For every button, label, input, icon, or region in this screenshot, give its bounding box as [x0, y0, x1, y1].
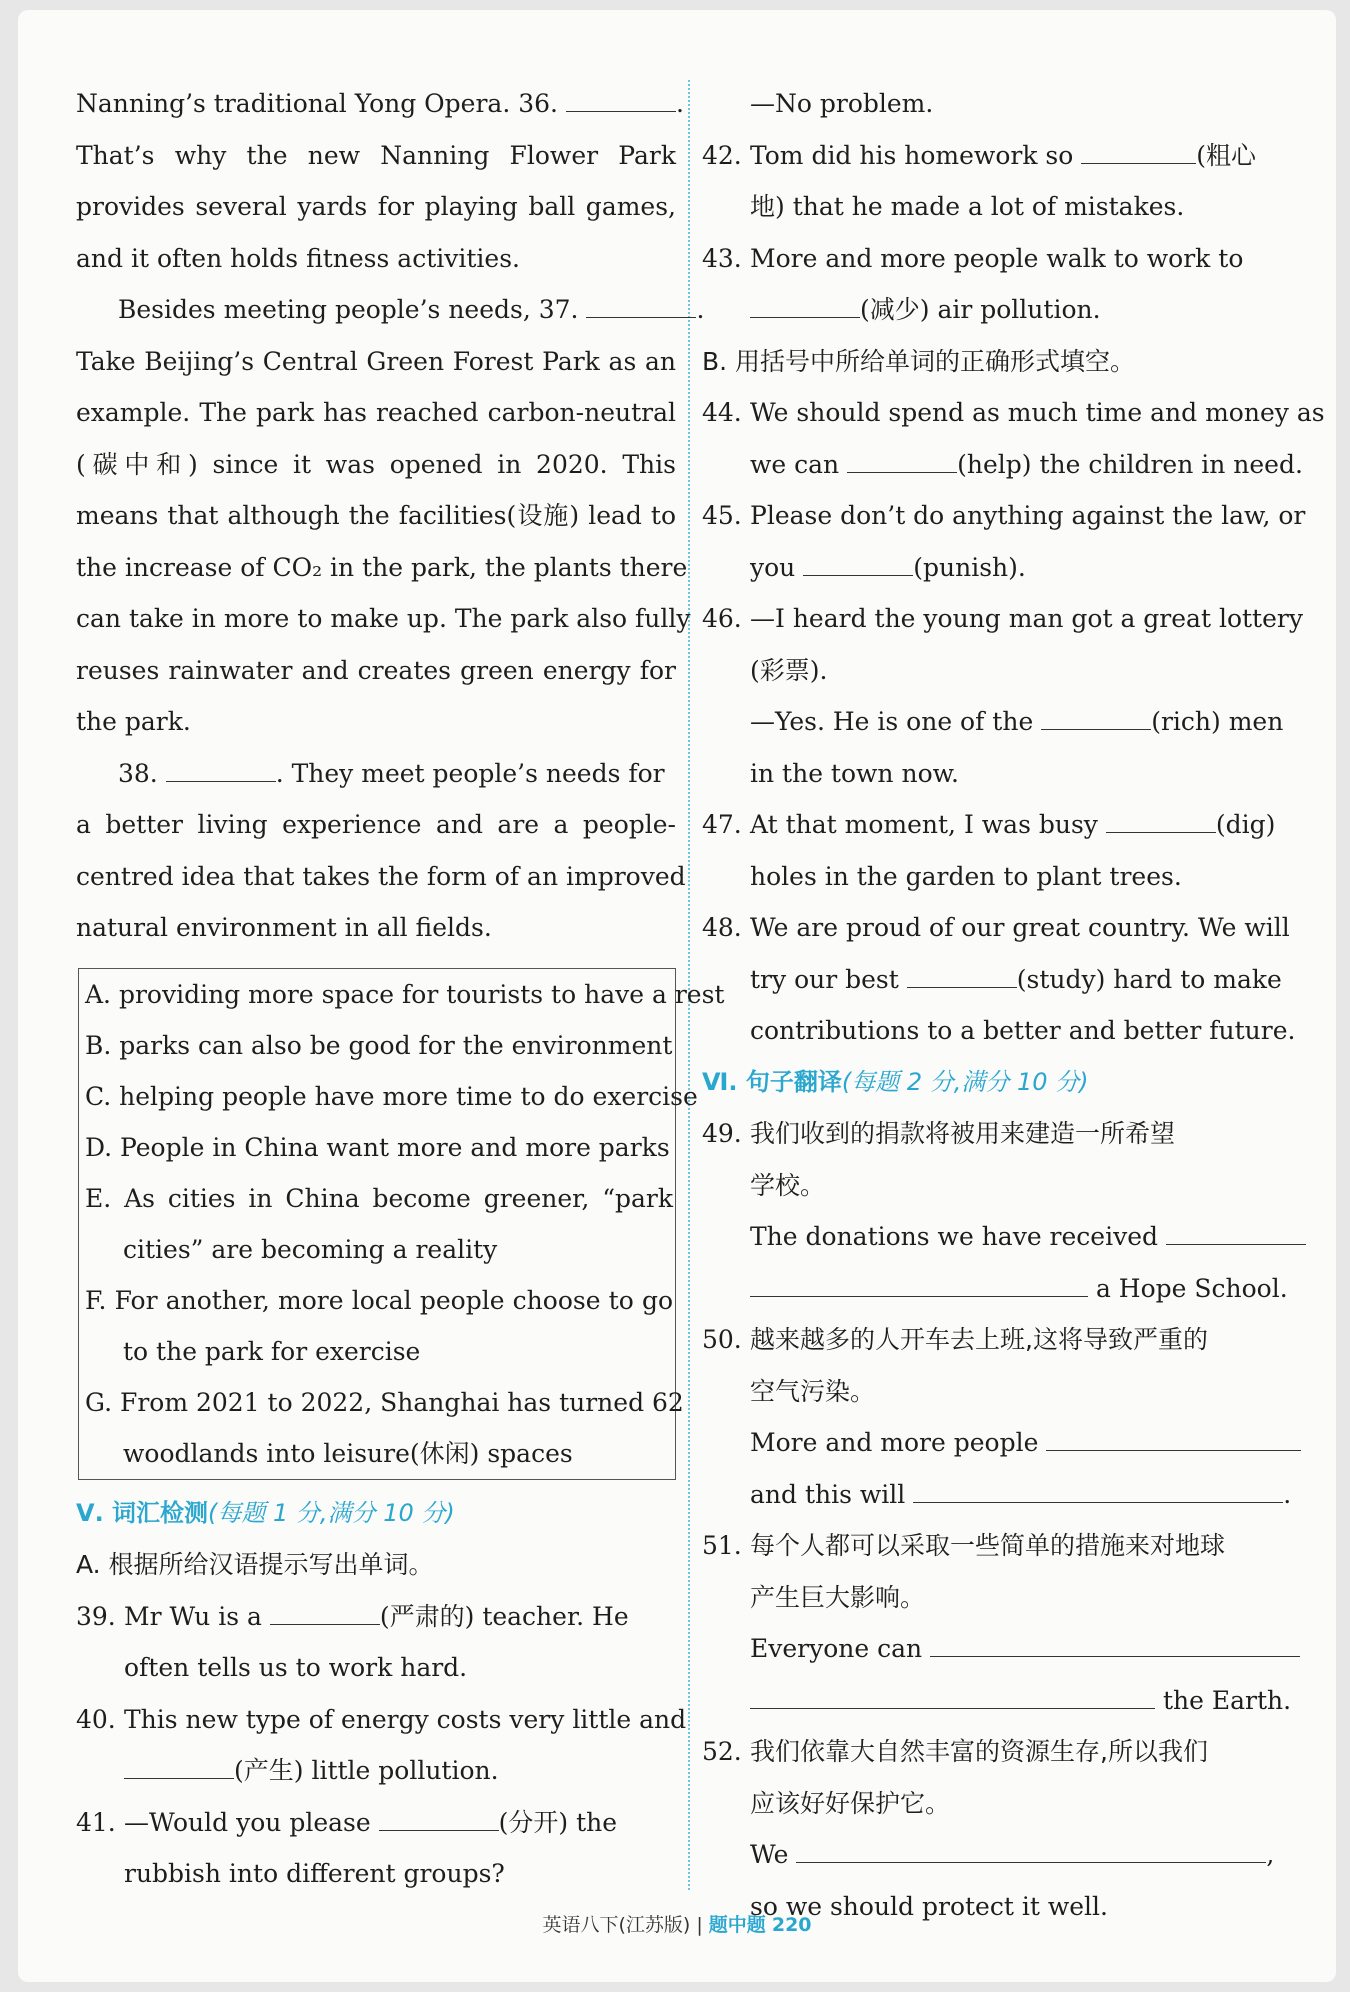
footer-separator: |	[696, 1914, 703, 1936]
question-41-cont: rubbish into different groups?	[124, 1859, 505, 1888]
question-50-answer: More and more people	[702, 1417, 1302, 1469]
passage-line: means that although the facilities(设施) lead to	[76, 501, 676, 530]
page-footer	[18, 1910, 1336, 1937]
passage-line: Besides meeting people’s needs, 37. .	[76, 284, 676, 336]
answer-blank-42[interactable]	[1081, 138, 1196, 164]
question-49: 49. 我们收到的捐款将被用来建造一所希望	[702, 1119, 1176, 1148]
question-43: 43. More and more people walk to work to	[702, 243, 1244, 273]
worksheet-page	[18, 10, 1336, 1982]
passage-line: 38. . They meet people’s needs for	[76, 748, 676, 800]
question-51: 51. 每个人都可以采取一些简单的措施来对地球	[702, 1531, 1226, 1560]
answer-blank-44[interactable]	[847, 447, 957, 473]
passage-line: and it often holds fitness activities.	[76, 243, 520, 273]
question-46: 46. —I heard the young man got a great lottery	[702, 604, 1303, 633]
section-5a-instruction: A. 根据所给汉语提示写出单词。	[76, 1550, 434, 1579]
question-49-answer-cont: a Hope School.	[702, 1263, 1302, 1315]
question-50-cont: 空气污染。	[750, 1376, 876, 1406]
passage-line: a better living experience and are a people-	[76, 810, 676, 839]
question-44: 44. We should spend as much time and money as	[702, 398, 1325, 427]
option-b: B. parks can also be good for the environment	[85, 1030, 673, 1060]
question-40-cont: (产生) little pollution.	[76, 1745, 676, 1797]
question-42-cont: 地) that he made a lot of mistakes.	[750, 192, 1185, 221]
option-c: C. helping people have more time to do exercise	[85, 1081, 698, 1111]
answer-blank-46[interactable]	[1041, 704, 1151, 730]
section-b-instruction: B. 用括号中所给单词的正确形式填空。	[702, 346, 1136, 376]
question-52-cont: 应该好好保护它。	[750, 1788, 951, 1818]
option-e-cont: cities” are becoming a reality	[123, 1234, 498, 1264]
dialogue-line: —No problem.	[750, 89, 934, 118]
answer-blank-43[interactable]	[750, 292, 860, 318]
question-47-cont: holes in the garden to plant trees.	[750, 861, 1182, 891]
answer-blank-39[interactable]	[270, 1599, 380, 1625]
question-41: 41. —Would you please (分开) the	[76, 1797, 676, 1849]
option-a: A. providing more space for tourists to have a rest	[85, 979, 725, 1009]
answer-blank-45[interactable]	[803, 550, 913, 576]
question-40: 40. This new type of energy costs very little and	[76, 1704, 687, 1734]
answer-line-52[interactable]	[796, 1837, 1266, 1863]
page-number: 220	[771, 1914, 812, 1936]
option-g: G. From 2021 to 2022, Shanghai has turned 62	[85, 1387, 684, 1417]
left-column	[76, 78, 725, 1900]
answer-line-50b[interactable]	[913, 1477, 1283, 1503]
passage-line: provides several yards for playing ball games,	[76, 192, 676, 221]
passage-line: Nanning’s traditional Yong Opera. 36. .	[76, 78, 676, 130]
passage-line: can take in more to make up. The park also fully	[76, 604, 691, 633]
answer-line-50a[interactable]	[1046, 1425, 1301, 1451]
option-g-cont: woodlands into leisure(休闲) spaces	[123, 1438, 573, 1468]
passage-line: centred idea that takes the form of an improved	[76, 861, 686, 891]
question-48-cont: try our best (study) hard to make	[702, 954, 1302, 1006]
question-46-cont: (彩票).	[750, 655, 828, 685]
question-49-cont: 学校。	[750, 1170, 826, 1200]
question-50-answer-cont: and this will .	[702, 1469, 1302, 1521]
option-e: E. As cities in China become greener, “park	[85, 1183, 673, 1213]
question-45-cont: you (punish).	[702, 542, 1302, 594]
question-51-answer: Everyone can	[702, 1623, 1302, 1675]
question-44-cont: we can (help) the children in need.	[702, 439, 1302, 491]
option-f: F. For another, more local people choose to go	[85, 1285, 673, 1315]
answer-line-49a[interactable]	[1166, 1219, 1306, 1245]
question-46-reply: —Yes. He is one of the (rich) men	[702, 696, 1302, 748]
options-box	[78, 968, 725, 1480]
series-label: 题中题	[708, 1914, 766, 1936]
answer-line-51a[interactable]	[930, 1631, 1300, 1657]
passage-line: the park.	[76, 707, 191, 736]
right-column	[702, 78, 1325, 1932]
question-47: 47. At that moment, I was busy (dig)	[702, 799, 1302, 851]
question-39: 39. Mr Wu is a (严肃的) teacher. He	[76, 1591, 676, 1643]
question-43-cont: (减少) air pollution.	[702, 284, 1302, 336]
question-52-answer-cont: so we should protect it well.	[750, 1891, 1108, 1921]
answer-line-49b[interactable]	[750, 1271, 1088, 1297]
answer-blank-37[interactable]	[586, 292, 696, 318]
passage-line: example. The park has reached carbon-neutral	[76, 398, 676, 427]
question-48-cont2: contributions to a better and better future.	[750, 1016, 1296, 1045]
answer-blank-47[interactable]	[1106, 807, 1216, 833]
option-d: D. People in China want more and more parks	[85, 1132, 670, 1162]
passage-line: the increase of CO₂ in the park, the plants there	[76, 552, 688, 582]
question-46-reply-cont: in the town now.	[750, 758, 960, 788]
question-49-answer: The donations we have received	[702, 1211, 1302, 1263]
section-6-heading: Ⅵ. 句子翻译(每题 2 分,满分 10 分)	[702, 1067, 1089, 1096]
answer-blank-40[interactable]	[124, 1753, 234, 1779]
question-51-answer-cont: the Earth.	[702, 1675, 1302, 1727]
answer-blank-48[interactable]	[907, 962, 1017, 988]
passage-line: reuses rainwater and creates green energy for	[76, 655, 676, 685]
option-f-cont: to the park for exercise	[123, 1336, 421, 1366]
passage-line: natural environment in all fields.	[76, 913, 492, 942]
question-42: 42. Tom did his homework so (粗心	[702, 130, 1302, 182]
question-50: 50. 越来越多的人开车去上班,这将导致严重的	[702, 1325, 1208, 1354]
section-5-heading: Ⅴ. 词汇检测(每题 1 分,满分 10 分)	[76, 1498, 455, 1527]
answer-blank-36[interactable]	[566, 86, 676, 112]
passage-line: Take Beijing’s Central Green Forest Park as an	[76, 346, 676, 376]
question-52-answer: We ,	[702, 1829, 1302, 1881]
question-39-cont: often tells us to work hard.	[124, 1653, 468, 1682]
question-51-cont: 产生巨大影响。	[750, 1582, 926, 1612]
passage-line: That’s why the new Nanning Flower Park	[76, 140, 676, 170]
passage-line: (碳中和) since it was opened in 2020. This	[76, 449, 676, 479]
question-52: 52. 我们依靠大自然丰富的资源生存,所以我们	[702, 1737, 1208, 1766]
answer-blank-41[interactable]	[379, 1805, 499, 1831]
book-title: 英语八下(江苏版)	[542, 1914, 691, 1936]
question-45: 45. Please don’t do anything against the law, or	[702, 501, 1306, 530]
answer-line-51b[interactable]	[750, 1683, 1155, 1709]
question-48: 48. We are proud of our great country. We will	[702, 913, 1290, 942]
answer-blank-38[interactable]	[166, 756, 276, 782]
